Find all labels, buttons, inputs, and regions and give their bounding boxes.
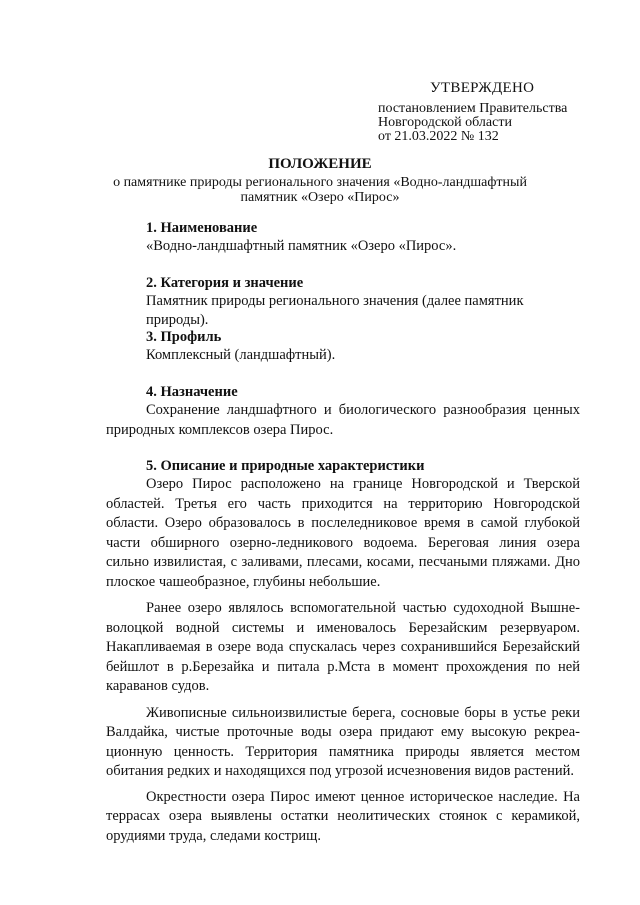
document-subtitle (0, 175, 640, 205)
approval-line-3: от 21.03.2022 № 132 (378, 129, 499, 144)
section-heading: 4. Назначение (146, 384, 238, 400)
approval-line-1: постановлением Правительства (378, 101, 568, 116)
section-heading: 1. Наименование (146, 220, 258, 236)
section-1 (106, 219, 580, 256)
paragraph-1: Озеро Пирос расположено на границе Новгородской и Тверской областей. Третья его часть приходится на территорию Новгородской области. Озеро образовалось в послеледниковое время в самой глубокой части обширного озерно-ледникового водоема. Береговая линия озера сильно извилистая, с заливами, плесами, косами, песчаными пляжами. Дно плоское чашеобразное, глубины небольшие. (106, 476, 580, 590)
section-2 (106, 274, 580, 330)
subtitle-line-1: о памятнике природы регионального значения «Водно-ландшафтный (113, 175, 527, 190)
section-text: Комплексный (ландшафтный). (146, 347, 336, 363)
section-heading: 3. Профиль (146, 329, 222, 345)
paragraph-3: Живописные сильноизвилистые берега, сосновые боры в устье реки Валдайка, чистые проточные воды озера придают ему высокую рекреа-ционную ценность. Территория памятника природы является местом обитания редких и находящихся под угрозой исчезновения видов растений. (106, 704, 580, 779)
document-title: ПОЛОЖЕНИЕ (268, 156, 372, 172)
section-5 (106, 457, 580, 846)
paragraph-4: Окрестности озера Пирос имеют ценное историческое наследие. На террасах озера выявлены остатки неолитических стоянок с керамикой, орудиями труда, следами кострищ. (106, 788, 580, 844)
section-heading: 2. Категория и значение (146, 275, 304, 291)
approval-block (378, 80, 618, 144)
subtitle-line-2: памятник «Озеро «Пирос» (240, 190, 400, 205)
section-3 (106, 328, 580, 365)
section-text: «Водно-ландшафтный памятник «Озеро «Пирос». (146, 238, 457, 254)
approval-line-2: Новгородской области (378, 115, 512, 130)
approval-stamp: УТВЕРЖДЕНО (430, 80, 535, 96)
section-4 (106, 383, 580, 440)
paragraph-2: Ранее озеро являлось вспомогательной частью судоходной Вышне-волоцкой водной системы и именовалось Березайским резервуаром. Накапливаемая в озере вода спускалась через сохранившийся Березайский бейшлот в р.Березайка и питала р.Мста в момент прохождения по ней караванов судов. (106, 600, 580, 694)
section-text: Сохранение ландшафтного и биологического разнообразия ценных природных комплексов озера Пирос. (106, 402, 580, 438)
section-heading: 5. Описание и природные характеристики (146, 458, 425, 474)
section-text: Памятник природы регионального значения (далее памятник природы). (146, 293, 524, 328)
